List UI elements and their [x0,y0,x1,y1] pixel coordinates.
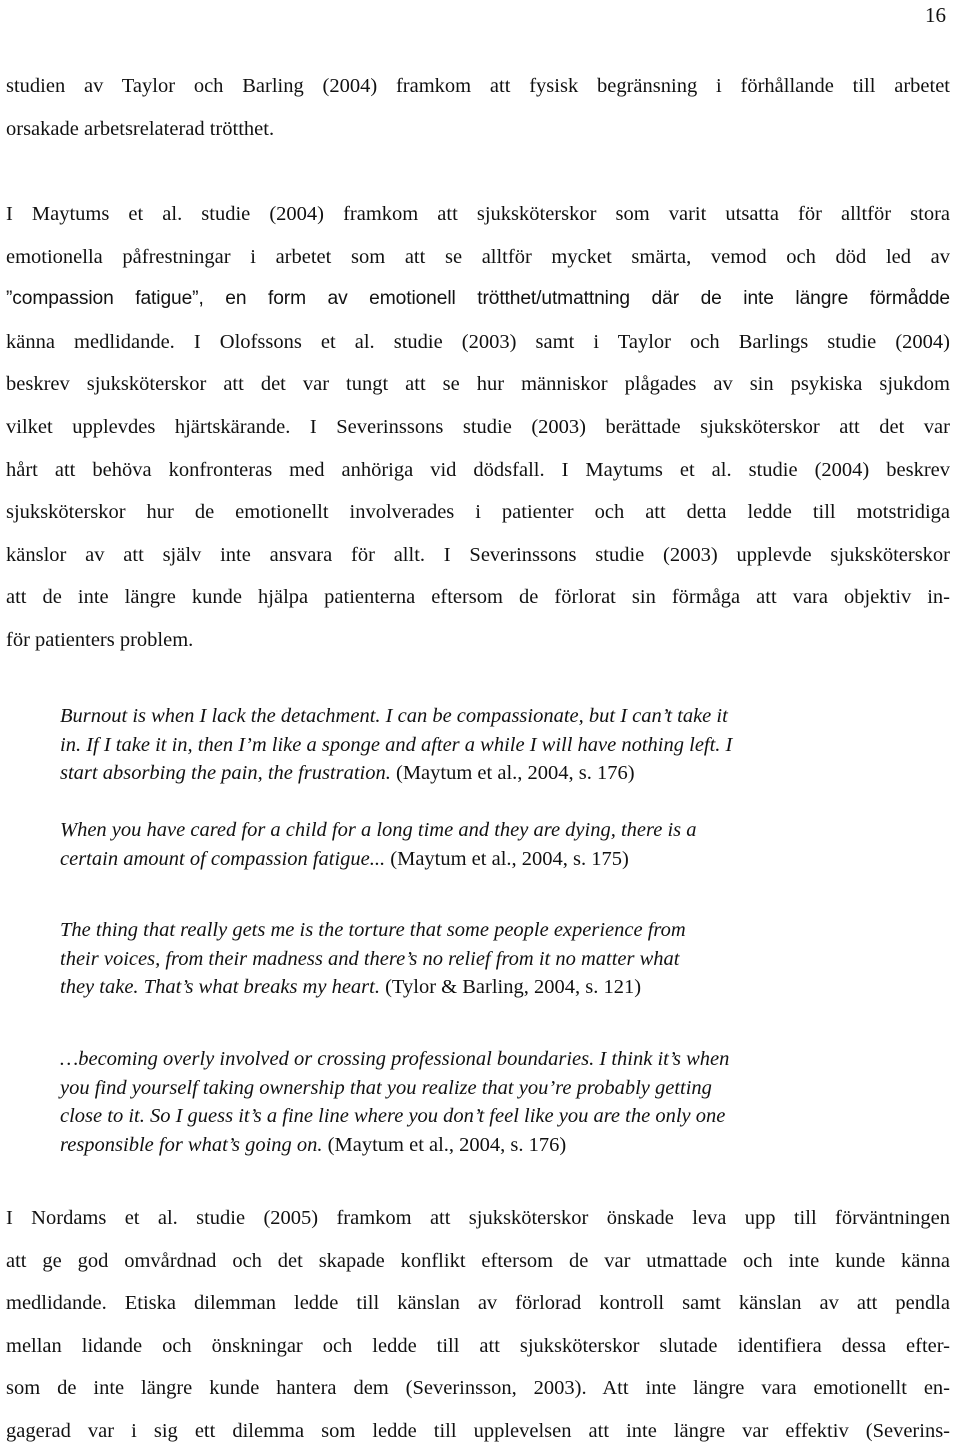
quote-text: When you have cared for a child for a long time and they are dying, there is a [60,819,697,841]
text-line: studien av Taylor och Barling (2004) framkom att fysisk begränsning i förhållande till arbetet [6,75,950,97]
text-line: I Nordams et al. studie (2005) framkom att sjuksköterskor önskade leva upp till förväntningen [6,1207,950,1229]
quote-text: start absorbing the pain, the frustration. [60,762,391,785]
quote-text: they take. That’s what breaks my heart. [60,976,380,999]
quote-text: Burnout is when I lack the detachment. I can be compassionate, but I can’t take it [60,705,728,727]
block-quote-1 [60,702,880,788]
text-line: vilket upplevdes hjärtskärande. I Severinssons studie (2003) berättade sjuksköterskor att det var [6,415,950,438]
quote-citation: (Maytum et al., 2004, s. 176) [322,1133,567,1156]
text-line: att de inte längre kunde hjälpa patienterna eftersom de förlorat sin förmåga att vara objektiv in- [6,586,950,609]
text-line: att ge god omvårdnad och det skapade konflikt eftersom de var utmattade och inte kunde känna [6,1249,950,1272]
quote-text: close to it. So I guess it’s a fine line where you don’t feel like you are the only one [60,1105,726,1128]
quote-citation: (Tylor & Barling, 2004, s. 121) [379,976,642,999]
quote-line [60,845,880,874]
text-line: känslor av att själv inte ansvara för allt. I Severinssons studie (2003) upplevde sjuksköterskor [6,543,950,566]
quote-line [60,973,880,1002]
text-line: sjuksköterskor hur de emotionellt involverades i patienter och att detta ledde till motstridiga [6,501,950,524]
quote-text: their voices, from their madness and there’s no relief from it no matter what [60,947,680,970]
text-line: gagerad var i sig ett dilemma som ledde till upplevelsen att inte längre var effektiv (Severins- [6,1419,950,1442]
quote-text: …becoming overly involved or crossing professional boundaries. I think it’s when [60,1048,730,1070]
text-line: för patienters problem. [6,628,194,651]
text-line: medlidande. Etiska dilemman ledde till känslan av förlorad kontroll samt känslan av att pendla [6,1292,950,1315]
block-quote-3 [60,916,880,1002]
text-line: orsakade arbetsrelaterad trötthet. [6,117,275,140]
paragraph-1 [6,65,950,150]
quote-line [60,1131,880,1160]
block-quote-4 [60,1045,880,1159]
paragraph-3 [6,1197,950,1453]
quote-text: in. If I take it in, then I’m like a sponge and after a while I will have nothing left. I [60,733,733,756]
page-number: 16 [925,3,946,27]
quote-line [60,759,880,788]
quote-line [60,731,880,760]
quote-citation: (Maytum et al., 2004, s. 175) [385,847,629,870]
text-line: hårt att behöva konfronteras med anhöriga vid dödsfall. I Maytums et al. studie (2004) beskrev [6,458,950,481]
quote-line [60,1074,880,1103]
text-line: känna medlidande. I Olofssons et al. studie (2003) samt i Taylor och Barlings studie (2004) [6,330,950,353]
quote-line [60,1102,880,1131]
quote-line [60,916,880,945]
text-line: emotionella påfrestningar i arbetet som att se alltför mycket smärta, vemod och död led av [6,245,950,268]
block-quote-2 [60,816,880,873]
quote-text: The thing that really gets me is the torture that some people experience from [60,919,686,941]
quote-citation: (Maytum et al., 2004, s. 176) [390,762,635,785]
quote-line [60,816,880,845]
quote-line [60,1045,880,1074]
quote-text: certain amount of compassion fatigue... [60,847,386,870]
paragraph-2 [6,193,950,662]
text-line: ”compassion fatigue”, en form av emotionell trötthet/utmattning där de inte längre förmådde [6,288,950,310]
quote-line [60,702,880,731]
text-line: beskrev sjuksköterskor att det var tungt att se hur människor plågades av sin psykiska sjukdom [6,373,950,396]
text-line: mellan lidande och önskningar och ledde till att sjuksköterskor slutade identifiera dessa efter- [6,1334,950,1357]
text-line: I Maytums et al. studie (2004) framkom att sjuksköterskor som varit utsatta för alltför stora [6,203,950,225]
quote-line [60,945,880,974]
quote-text: you find yourself taking ownership that you realize that you’re probably getting [60,1076,712,1099]
text-line: som de inte längre kunde hantera dem (Severinsson, 2003). Att inte längre vara emotionellt en- [6,1377,950,1400]
quote-text: responsible for what’s going on. [60,1133,323,1156]
